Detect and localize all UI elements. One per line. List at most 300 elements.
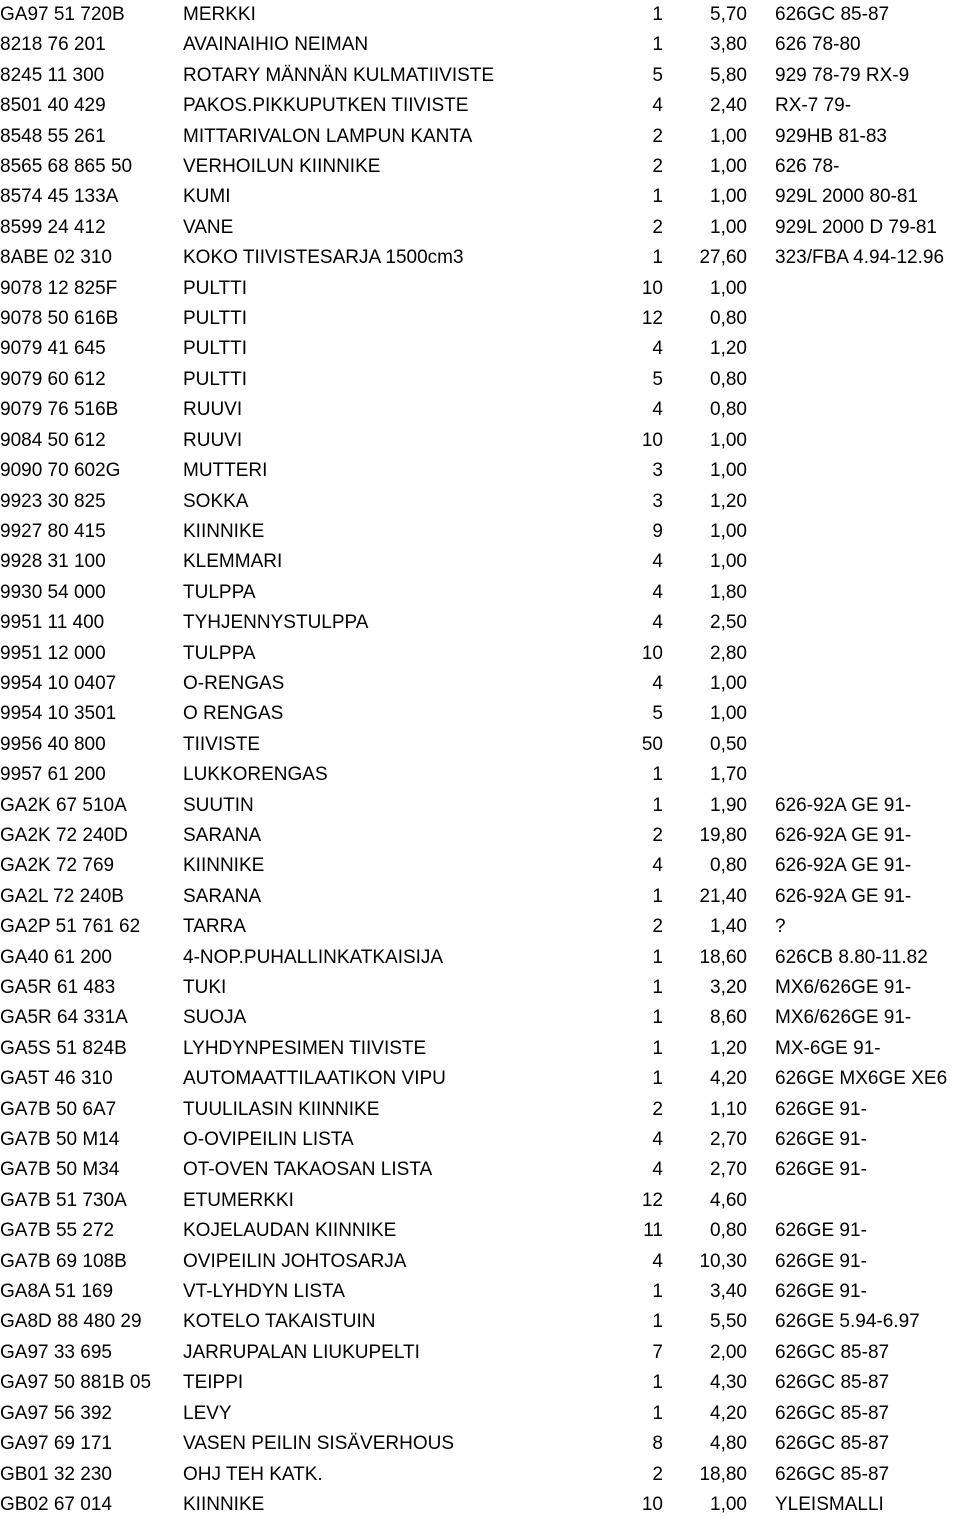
part-description: TULPPA: [183, 642, 256, 664]
table-row: [0, 1490, 960, 1520]
spacer: [663, 1186, 690, 1216]
part-description: PULTTI: [183, 338, 248, 360]
part-description: JARRUPALAN LIUKUPELTI: [183, 1341, 420, 1363]
part-description: SUUTIN: [183, 794, 254, 816]
spacer: [747, 1247, 775, 1277]
spacer: [663, 395, 690, 425]
spacer: [747, 213, 775, 243]
part-number: 9954 10 3501: [0, 703, 117, 725]
table-row: [0, 821, 960, 851]
spacer: [747, 973, 775, 1003]
car-model: [775, 639, 960, 669]
car-model: 626GE MX6GE XE6: [775, 1068, 948, 1090]
spacer: [663, 30, 690, 60]
part-number: 9078 50 616B: [0, 308, 119, 330]
car-model: 626 78-: [775, 156, 840, 178]
spacer: [663, 730, 690, 760]
quantity: 1: [652, 885, 663, 907]
spacer: [747, 882, 775, 912]
quantity: 5: [652, 64, 663, 86]
price: 2,00: [710, 1341, 747, 1363]
car-model: 626GC 85-87: [775, 1402, 890, 1424]
spacer: [663, 517, 690, 547]
price: 2,70: [710, 1159, 747, 1181]
price: 0,80: [710, 399, 747, 421]
part-number: 9078 12 825F: [0, 277, 118, 299]
quantity: 2: [652, 916, 663, 938]
table-row: [0, 334, 960, 364]
spacer: [747, 61, 775, 91]
part-number: GA97 56 392: [0, 1402, 112, 1424]
spacer: [747, 487, 775, 517]
price: 3,20: [710, 977, 747, 998]
part-number: GA97 69 171: [0, 1433, 112, 1455]
part-description: PULTTI: [183, 277, 248, 299]
car-model: RX-7 79-: [775, 95, 852, 117]
part-description: SOKKA: [183, 490, 249, 512]
table-row: [0, 1003, 960, 1033]
table-row: [0, 1125, 960, 1155]
part-number: 9954 10 0407: [0, 672, 117, 694]
car-model: [775, 304, 960, 334]
table-row: [0, 730, 960, 760]
spacer: [663, 760, 690, 790]
part-number: 9079 41 645: [0, 338, 106, 360]
spacer: [747, 943, 775, 973]
quantity: 4: [652, 612, 663, 634]
spacer: [747, 30, 775, 60]
part-description: TYHJENNYSTULPPA: [183, 612, 369, 634]
table-row: [0, 426, 960, 456]
price: 1,00: [710, 277, 747, 299]
spacer: [747, 730, 775, 760]
table-row: [0, 1338, 960, 1368]
quantity: 1: [652, 1402, 663, 1424]
spacer: [663, 426, 690, 456]
car-model: 626GE 91-: [775, 1098, 867, 1120]
quantity: 4: [652, 551, 663, 573]
part-number: GA7B 55 272: [0, 1220, 115, 1242]
car-model: [775, 517, 960, 547]
part-number: GA7B 69 108B: [0, 1250, 127, 1272]
quantity: 5: [652, 368, 663, 390]
part-description: TUKI: [183, 977, 227, 998]
price: 4,20: [710, 1402, 747, 1424]
quantity: 5: [652, 703, 663, 725]
price: 21,40: [699, 885, 747, 907]
car-model: 626 78-80: [775, 34, 861, 56]
part-description: RUUVI: [183, 429, 243, 451]
quantity: 4: [652, 1250, 663, 1272]
quantity: 10: [641, 277, 663, 299]
quantity: 7: [652, 1341, 663, 1363]
spacer: [663, 365, 690, 395]
part-number: 9090 70 602G: [0, 460, 121, 482]
spacer: [663, 882, 690, 912]
part-description: KUMI: [183, 186, 231, 208]
car-model: [775, 456, 960, 486]
table-row: [0, 1186, 960, 1216]
spacer: [663, 213, 690, 243]
part-number: GA5R 64 331A: [0, 1007, 128, 1029]
spacer: [663, 1003, 690, 1033]
part-description: ROTARY MÄNNÄN KULMATIIVISTE: [183, 64, 495, 86]
car-model: 626GE 91-: [775, 1281, 867, 1303]
spacer: [663, 0, 690, 30]
part-description: KOJELAUDAN KIINNIKE: [183, 1220, 397, 1242]
price: 1,00: [710, 429, 747, 451]
quantity: 1: [652, 4, 663, 25]
part-number: 9923 30 825: [0, 490, 106, 512]
car-model: 626GC 85-87: [775, 1433, 890, 1455]
price: 5,80: [710, 64, 747, 86]
spacer: [663, 1247, 690, 1277]
spacer: [663, 304, 690, 334]
price: 1,00: [710, 672, 747, 694]
part-description: TIIVISTE: [183, 733, 261, 755]
spacer: [663, 1064, 690, 1094]
table-row: [0, 1034, 960, 1064]
price: 18,60: [699, 946, 747, 968]
price: 3,80: [710, 34, 747, 56]
car-model: 626GE 5.94-6.97: [775, 1311, 920, 1333]
spacer: [747, 304, 775, 334]
car-model: 626GE 91-: [775, 1250, 867, 1272]
car-model: MX6/626GE 91-: [775, 977, 912, 998]
spacer: [747, 699, 775, 729]
part-number: 8599 24 412: [0, 216, 106, 238]
table-row: [0, 61, 960, 91]
quantity: 2: [652, 824, 663, 846]
car-model: [775, 1186, 960, 1216]
table-row: [0, 365, 960, 395]
spacer: [747, 182, 775, 212]
quantity: 2: [652, 1098, 663, 1120]
quantity: 4: [652, 1129, 663, 1151]
table-row: [0, 395, 960, 425]
price: 19,80: [699, 824, 747, 846]
table-row: [0, 973, 960, 1003]
price: 1,00: [710, 460, 747, 482]
price: 2,40: [710, 95, 747, 117]
car-model: 626-92A GE 91-: [775, 885, 912, 907]
part-description: AUTOMAATTILAATIKON VIPU: [183, 1068, 446, 1090]
spacer: [663, 1429, 690, 1459]
part-number: GB01 32 230: [0, 1463, 112, 1485]
price: 0,80: [710, 368, 747, 390]
quantity: 11: [643, 1220, 663, 1242]
quantity: 10: [641, 1493, 663, 1515]
price: 2,70: [710, 1129, 747, 1151]
quantity: 50: [641, 733, 663, 755]
table-row: [0, 1216, 960, 1246]
quantity: 10: [641, 429, 663, 451]
part-description: MERKKI: [183, 4, 256, 25]
table-row: [0, 1460, 960, 1490]
car-model: 626GE 91-: [775, 1129, 867, 1151]
car-model: ?: [775, 916, 786, 938]
car-model: 626GC 85-87: [775, 4, 890, 25]
spacer: [747, 517, 775, 547]
quantity: 1: [652, 1007, 663, 1029]
part-number: GA2L 72 240B: [0, 885, 124, 907]
quantity: 1: [652, 186, 663, 208]
price: 1,20: [710, 338, 747, 360]
price: 2,50: [710, 612, 747, 634]
table-row: [0, 1429, 960, 1459]
quantity: 3: [652, 460, 663, 482]
spacer: [663, 1368, 690, 1398]
spacer: [747, 1064, 775, 1094]
part-number: GA7B 50 M34: [0, 1159, 120, 1181]
car-model: MX6/626GE 91-: [775, 1007, 912, 1029]
price: 4,80: [710, 1433, 747, 1455]
spacer: [663, 791, 690, 821]
table-row: [0, 760, 960, 790]
part-description: ETUMERKKI: [183, 1189, 294, 1211]
price: 1,70: [710, 764, 747, 786]
spacer: [663, 274, 690, 304]
part-number: 9079 76 516B: [0, 399, 119, 421]
car-model: 626-92A GE 91-: [775, 794, 912, 816]
part-number: 9951 12 000: [0, 642, 106, 664]
part-number: GA5R 61 483: [0, 977, 116, 998]
quantity: 2: [652, 156, 663, 178]
part-description: OVIPEILIN JOHTOSARJA: [183, 1250, 407, 1272]
spacer: [663, 122, 690, 152]
part-description: OT-OVEN TAKAOSAN LISTA: [183, 1159, 433, 1181]
spacer: [747, 791, 775, 821]
part-description: PULTTI: [183, 368, 248, 390]
price: 10,30: [699, 1250, 747, 1272]
part-description: MUTTERI: [183, 460, 268, 482]
price: 1,40: [710, 916, 747, 938]
car-model: 929L 2000 D 79-81: [775, 216, 937, 238]
spacer: [747, 1125, 775, 1155]
spacer: [747, 1003, 775, 1033]
spacer: [663, 821, 690, 851]
part-description: LYHDYNPESIMEN TIIVISTE: [183, 1037, 427, 1059]
price: 1,00: [710, 551, 747, 573]
table-row: [0, 1368, 960, 1398]
price: 3,40: [710, 1281, 747, 1303]
car-model: [775, 730, 960, 760]
part-description: LUKKORENGAS: [183, 764, 328, 786]
table-row: [0, 213, 960, 243]
part-description: AVAINAIHIO NEIMAN: [183, 34, 369, 56]
spacer: [663, 1307, 690, 1337]
part-number: 9957 61 200: [0, 764, 106, 786]
part-description: LEVY: [183, 1402, 232, 1424]
table-row: [0, 882, 960, 912]
part-number: GA8D 88 480 29: [0, 1311, 142, 1333]
spacer: [747, 1186, 775, 1216]
price: 4,20: [710, 1068, 747, 1090]
quantity: 1: [652, 34, 663, 56]
table-row: [0, 182, 960, 212]
spacer: [747, 639, 775, 669]
part-number: GA2P 51 761 62: [0, 916, 141, 938]
table-row: [0, 851, 960, 881]
quantity: 10: [641, 642, 663, 664]
car-model: 626GC 85-87: [775, 1463, 890, 1485]
spacer: [663, 182, 690, 212]
car-model: 929L 2000 80-81: [775, 186, 918, 208]
price: 1,00: [710, 125, 747, 147]
part-number: GA5S 51 824B: [0, 1037, 127, 1059]
table-row: [0, 274, 960, 304]
spacer: [747, 426, 775, 456]
part-description: TUULILASIN KIINNIKE: [183, 1098, 380, 1120]
price: 1,00: [710, 156, 747, 178]
table-row: [0, 639, 960, 669]
table-row: [0, 152, 960, 182]
table-row: [0, 243, 960, 273]
part-description: 4-NOP.PUHALLINKATKAISIJA: [183, 946, 444, 968]
part-description: TARRA: [183, 916, 246, 938]
part-number: GA40 61 200: [0, 946, 112, 968]
quantity: 2: [652, 125, 663, 147]
spacer: [747, 1034, 775, 1064]
price: 1,00: [710, 186, 747, 208]
spacer: [747, 1307, 775, 1337]
quantity: 9: [652, 520, 663, 542]
part-description: KOTELO TAKAISTUIN: [183, 1311, 376, 1333]
part-number: GA7B 50 M14: [0, 1129, 120, 1151]
car-model: [775, 699, 960, 729]
spacer: [663, 1277, 690, 1307]
quantity: 4: [652, 399, 663, 421]
part-number: 9927 80 415: [0, 520, 106, 542]
price: 1,80: [710, 581, 747, 603]
car-model: 626-92A GE 91-: [775, 824, 912, 846]
spacer: [747, 912, 775, 942]
part-description: O-RENGAS: [183, 672, 285, 694]
price: 1,10: [710, 1098, 747, 1120]
price: 2,80: [710, 642, 747, 664]
spacer: [747, 547, 775, 577]
part-description: PAKOS.PIKKUPUTKEN TIIVISTE: [183, 95, 469, 117]
spacer: [663, 456, 690, 486]
car-model: [775, 760, 960, 790]
price: 5,50: [710, 1311, 747, 1333]
spacer: [663, 334, 690, 364]
part-description: VERHOILUN KIINNIKE: [183, 156, 381, 178]
part-number: GA7B 51 730A: [0, 1189, 127, 1211]
spacer: [747, 1155, 775, 1185]
quantity: 1: [652, 1372, 663, 1394]
price: 1,00: [710, 1493, 747, 1515]
spacer: [747, 365, 775, 395]
spacer: [747, 1368, 775, 1398]
spacer: [663, 1095, 690, 1125]
part-number: 8574 45 133A: [0, 186, 119, 208]
car-model: 626GC 85-87: [775, 1372, 890, 1394]
price: 4,60: [710, 1189, 747, 1211]
table-row: [0, 30, 960, 60]
spacer: [663, 578, 690, 608]
spacer: [663, 487, 690, 517]
spacer: [663, 152, 690, 182]
part-number: GB02 67 014: [0, 1493, 112, 1515]
price: 27,60: [699, 247, 747, 269]
spacer: [747, 1399, 775, 1429]
part-description: VANE: [183, 216, 234, 238]
spacer: [663, 943, 690, 973]
part-description: TEIPPI: [183, 1372, 244, 1394]
quantity: 1: [652, 764, 663, 786]
price: 1,00: [710, 216, 747, 238]
part-number: 9951 11 400: [0, 612, 105, 634]
table-row: [0, 547, 960, 577]
spacer: [663, 608, 690, 638]
car-model: [775, 395, 960, 425]
spacer: [747, 395, 775, 425]
spacer: [747, 1095, 775, 1125]
table-row: [0, 943, 960, 973]
car-model: 626GE 91-: [775, 1159, 867, 1181]
car-model: 929HB 81-83: [775, 125, 887, 147]
part-number: 8501 40 429: [0, 95, 106, 117]
table-row: [0, 487, 960, 517]
quantity: 3: [652, 490, 663, 512]
car-model: 626GE 91-: [775, 1220, 867, 1242]
spacer: [663, 669, 690, 699]
spacer: [663, 639, 690, 669]
part-description: KIINNIKE: [183, 855, 265, 877]
part-number: GA5T 46 310: [0, 1068, 113, 1090]
table-row: [0, 608, 960, 638]
spacer: [663, 1460, 690, 1490]
spacer: [663, 912, 690, 942]
quantity: 2: [652, 1463, 663, 1485]
table-row: [0, 578, 960, 608]
part-number: GA8A 51 169: [0, 1281, 114, 1303]
part-description: O-OVIPEILIN LISTA: [183, 1129, 354, 1151]
spacer: [663, 973, 690, 1003]
spacer: [663, 699, 690, 729]
table-row: [0, 1247, 960, 1277]
car-model: [775, 578, 960, 608]
spacer: [747, 0, 775, 30]
part-description: MITTARIVALON LAMPUN KANTA: [183, 125, 473, 147]
part-number: 8245 11 300: [0, 64, 105, 86]
car-model: 626-92A GE 91-: [775, 855, 912, 877]
spacer: [747, 334, 775, 364]
quantity: 1: [652, 794, 663, 816]
spacer: [663, 1034, 690, 1064]
table-row: [0, 304, 960, 334]
car-model: 626CB 8.80-11.82: [775, 946, 928, 968]
table-row: [0, 1307, 960, 1337]
table-row: [0, 791, 960, 821]
quantity: 1: [652, 247, 663, 269]
table-row: [0, 1399, 960, 1429]
spacer: [663, 61, 690, 91]
spacer: [747, 608, 775, 638]
part-number: GA2K 67 510A: [0, 794, 127, 816]
spacer: [663, 1125, 690, 1155]
spacer: [747, 1460, 775, 1490]
spacer: [747, 152, 775, 182]
spacer: [663, 1490, 690, 1520]
spacer: [663, 547, 690, 577]
part-description: RUUVI: [183, 399, 243, 421]
car-model: MX-6GE 91-: [775, 1037, 881, 1059]
quantity: 4: [652, 1159, 663, 1181]
spacer: [747, 760, 775, 790]
part-number: 9079 60 612: [0, 368, 106, 390]
